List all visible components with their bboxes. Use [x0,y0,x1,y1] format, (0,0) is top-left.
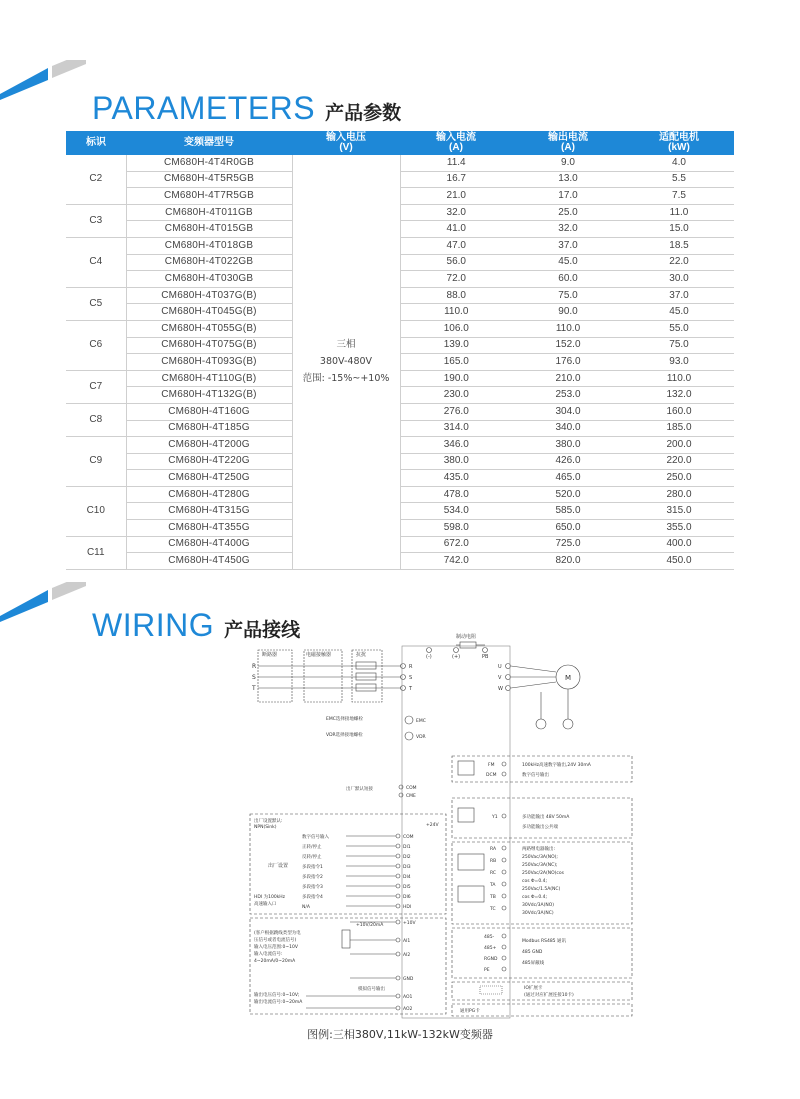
table-row [66,271,734,288]
input-current-cell: 16.7 [400,171,512,188]
model-cell: CM680H-4T450G [126,553,292,570]
terminal-dot [396,938,400,942]
table-row [66,287,734,304]
output-current-cell: 90.0 [512,304,624,321]
relay-pin: RB [490,859,497,864]
header-motor-power: 适配电机 (kW) [624,131,734,155]
header-input-current: 输入电流 (A) [400,131,512,155]
svg-text:DCM: DCM [486,773,497,778]
ai-pin: AI2 [403,953,411,958]
choke-label: 抗扰 [356,652,367,658]
output-current-cell: 37.0 [512,237,624,254]
terminal-dot [502,858,506,862]
model-cell: CM680H-4T037G(B) [126,287,292,304]
ai-pin: GND [403,977,414,982]
output-current-cell: 426.0 [512,453,624,470]
input-current-cell: 380.0 [400,453,512,470]
frame-cell: C5 [66,287,126,320]
output-current-cell: 725.0 [512,536,624,553]
motor-power-cell: 55.0 [624,320,734,337]
table-row [66,420,734,437]
input-current-cell: 47.0 [400,237,512,254]
output-current-cell: 585.0 [512,503,624,520]
model-cell: CM680H-4T093G(B) [126,354,292,371]
rs485-pin: RGND [484,957,498,962]
motor-power-cell: 355.0 [624,520,734,537]
table-row [66,171,734,188]
motor-power-cell: 45.0 [624,304,734,321]
output-current-cell: 210.0 [512,370,624,387]
relay-pin: RC [490,871,497,876]
di-pin: DI2 [403,855,411,860]
wiring-caption: 图例:三相380V,11kW-132kW变频器 [307,1028,493,1041]
relay-pin: TC [490,907,496,912]
di-label: 反转/停止 [302,855,322,860]
output-current-cell: 60.0 [512,271,624,288]
di-pin: DI6 [403,895,411,900]
model-cell: CM680H-4T400G [126,536,292,553]
input-current-cell: 72.0 [400,271,512,288]
y1-desc: 多功能输出 48V 50mA [522,815,570,820]
terminal-dot [502,882,506,886]
output-current-cell: 820.0 [512,553,624,570]
frame-cell: C4 [66,237,126,287]
terminal-dot [396,952,400,956]
output-current-cell: 253.0 [512,387,624,404]
vdr-note: VDR选择接地螺栓 [326,733,363,738]
input-current-cell: 56.0 [400,254,512,271]
ao-pin: AO2 [403,1007,413,1012]
terminal-dot [502,906,506,910]
motor-power-cell: 7.5 [624,188,734,205]
relay-desc: 两路继电器输出: [522,847,556,852]
rs485-section [452,928,632,978]
model-cell: CM680H-4T5R5GB [126,171,292,188]
dc-minus: (-) [426,654,432,660]
power-input-section [251,633,489,702]
npn-note: NPN(Sink) [254,825,277,830]
motor-power-cell: 93.0 [624,354,734,371]
motor-power-cell: 220.0 [624,453,734,470]
output-current-cell: 152.0 [512,337,624,354]
motor-power-cell: 30.0 [624,271,734,288]
motor-power-cell: 315.0 [624,503,734,520]
table-row [66,470,734,487]
model-cell: CM680H-4T015GB [126,221,292,238]
wiring-diagram [246,632,636,1024]
table-row [66,188,734,205]
di-label: N/A [302,905,310,910]
wiring-title-zh: 产品接线 [224,619,301,641]
ai-pin: +10V [403,921,416,926]
motor-power-cell: 200.0 [624,437,734,454]
input-current-cell: 88.0 [400,287,512,304]
fm-desc: 100kHz高速数字输出,24V 30mA [522,763,591,768]
rs485-desc: 485 GND [522,950,543,955]
factory-setting-note: 出厂设置 [268,863,289,869]
model-cell: CM680H-4T250G [126,470,292,487]
ao-label: 模拟信号输出 [358,987,385,992]
terminal-dot [502,934,506,938]
voltage-line: 380V-480V [319,356,373,368]
svg-text:S: S [409,675,413,681]
terminal-dot [396,920,400,924]
terminal-dot [502,967,506,971]
output-current-cell: 465.0 [512,470,624,487]
table-row [66,254,734,271]
svg-text:T: T [409,686,413,692]
terminal-dot [396,994,400,998]
output-current-cell: 9.0 [512,155,624,171]
wiring-title-en: WIRING [92,607,215,643]
output-current-cell: 176.0 [512,354,624,371]
input-current-cell: 672.0 [400,536,512,553]
terminal-dot [396,904,400,908]
analog-input-section [250,918,446,1014]
output-current-cell: 520.0 [512,486,624,503]
input-current-cell: 346.0 [400,437,512,454]
pb-terminal: PB [482,654,489,660]
input-current-cell: 190.0 [400,370,512,387]
pg-card-label: 通用PG卡 [460,1009,480,1014]
terminal-dot [502,945,506,949]
voltage-line: 三相 [336,339,356,351]
svg-text:CME: CME [406,794,416,799]
input-current-cell: 32.0 [400,204,512,221]
parameters-heading [92,90,401,127]
factory-jumper-note: 出厂默认短接 [346,787,373,792]
motor-power-cell: 5.5 [624,171,734,188]
motor-power-cell: 160.0 [624,403,734,420]
table-row [66,387,734,404]
input-phase-s: S [252,674,256,681]
ai-desc: 输入电压范围:0~10V [254,945,298,950]
output-current-cell: 13.0 [512,171,624,188]
model-cell: CM680H-4T022GB [126,254,292,271]
motor-power-cell: 75.0 [624,337,734,354]
svg-text:Y1: Y1 [492,815,498,820]
table-row [66,453,734,470]
ai-pin: AI1 [403,939,411,944]
motor-power-cell: 250.0 [624,470,734,487]
motor-power-cell: 11.0 [624,204,734,221]
model-cell: CM680H-4T045G(B) [126,304,292,321]
input-current-cell: 165.0 [400,354,512,371]
motor-power-cell: 110.0 [624,370,734,387]
frame-cell: C11 [66,536,126,569]
input-phase-t: T [252,685,256,692]
relay-desc: cos Φ=0.4; [522,895,547,900]
rs485-pin: 485+ [484,946,497,951]
relay-pin: TA [490,883,496,888]
plus24-label: +24V [426,823,439,828]
terminal-dot [396,894,400,898]
y1-output-section [452,798,632,838]
motor-power-cell: 4.0 [624,155,734,171]
relay-desc: 250Vac/2A(NO)cos [522,871,564,876]
motor-power-cell: 132.0 [624,387,734,404]
table-row [66,221,734,238]
di-pin: DI3 [403,865,411,870]
breaker-label: 断路器 [262,652,278,658]
motor-power-cell: 450.0 [624,553,734,570]
output-current-cell: 45.0 [512,254,624,271]
svg-text:EMC: EMC [416,719,426,724]
svg-text:R: R [409,664,413,670]
ground-section [326,715,426,740]
ai-desc: 4~20mA/0~20mA [254,959,296,964]
table-row [66,204,734,221]
parameters-title-zh: 产品参数 [325,102,402,124]
input-current-cell: 106.0 [400,320,512,337]
frame-cell: C8 [66,403,126,436]
rs485-pin: 485- [484,935,495,940]
input-current-cell: 21.0 [400,188,512,205]
relay-desc: cos Φ=0.4; [522,879,547,884]
terminal-dot [396,854,400,858]
terminal-dot [396,834,400,838]
model-cell: CM680H-4T280G [126,486,292,503]
frame-cell: C10 [66,486,126,536]
header-voltage: 输入电压 (V) [292,131,400,155]
di-pin: COM [403,835,414,840]
di-label: 数字信号输入 [302,835,329,840]
output-current-cell: 304.0 [512,403,624,420]
motor-power-cell: 185.0 [624,420,734,437]
expansion-card-section [452,982,632,1016]
rs485-desc: 485屏蔽线 [522,961,545,966]
table-row [66,237,734,254]
model-cell: CM680H-4T132G(B) [126,387,292,404]
model-cell: CM680H-4T160G [126,403,292,420]
output-current-cell: 650.0 [512,520,624,537]
hdi-note2: 高速输入口 [254,902,277,907]
output-current-cell: 17.0 [512,188,624,205]
table-row [66,320,734,337]
relay-desc: 30Vdc/3A(NO) [522,903,555,908]
frame-cell: C7 [66,370,126,403]
output-current-cell: 340.0 [512,420,624,437]
dc-plus: (+) [452,654,461,660]
relay-pin: RA [490,847,497,852]
di-pin: DI4 [403,875,411,880]
di-pin: HDI [403,905,412,910]
di-label: 多段指令3 [302,885,323,890]
decor-stripe-top [0,60,90,100]
input-current-cell: 230.0 [400,387,512,404]
svg-text:FM: FM [488,763,495,768]
table-body [66,155,734,569]
terminal-dot [502,870,506,874]
voltage-line: 范围: -15%~+10% [302,373,390,385]
fm-output-section [452,756,632,782]
model-cell: CM680H-4T075G(B) [126,337,292,354]
ai-range: +10V/20mA [356,923,384,928]
di-label: 多段指令1 [302,865,323,870]
svg-text:COM: COM [406,786,417,791]
input-current-cell: 478.0 [400,486,512,503]
model-cell: CM680H-4T110G(B) [126,370,292,387]
hdi-note: HDI 为100kHz [254,895,286,900]
model-cell: CM680H-4T315G [126,503,292,520]
di-label: 多段指令2 [302,875,323,880]
motor-power-cell: 15.0 [624,221,734,238]
io-card-label: IO扩展卡 [524,986,543,991]
terminal-dot [502,894,506,898]
output-phase-u: U [498,664,502,670]
di-label: 正转/停止 [302,845,322,850]
terminal-dot [396,864,400,868]
io-card-desc: (通过对应扩展连接10卡) [524,993,574,998]
input-current-cell: 314.0 [400,420,512,437]
terminal-dot [396,1006,400,1010]
header-model: 变频器型号 [126,131,292,155]
output-phase-v: V [498,675,502,681]
table-row [66,503,734,520]
output-current-cell: 75.0 [512,287,624,304]
table-row [66,354,734,371]
ao-desc: 输出电压信号:0~10V; [254,993,300,998]
input-current-cell: 435.0 [400,470,512,487]
motor-power-cell: 18.5 [624,237,734,254]
input-current-cell: 534.0 [400,503,512,520]
table-row [66,304,734,321]
model-cell: CM680H-4T355G [126,520,292,537]
motor-power-cell: 400.0 [624,536,734,553]
output-current-cell: 32.0 [512,221,624,238]
table-row [66,370,734,387]
ai-desc: (客户根据跳线类型为电 [254,931,301,936]
input-phase-r: R [252,663,257,670]
terminal-dot [502,846,506,850]
model-cell: CM680H-4T011GB [126,204,292,221]
table-row [66,486,734,503]
decor-stripe-bottom [0,582,90,622]
model-cell: CM680H-4T200G [126,437,292,454]
terminal-dot [396,976,400,980]
output-current-cell: 110.0 [512,320,624,337]
di-pin: DI1 [403,845,411,850]
ao-desc: 输出电流信号:0~20mA [254,1000,303,1005]
terminal-dot [396,844,400,848]
table-row [66,437,734,454]
model-cell: CM680H-4T7R5GB [126,188,292,205]
table-row [66,536,734,553]
ai-desc: 压信号或者电流信号) [254,938,297,943]
output-current-cell: 25.0 [512,204,624,221]
table-row [66,553,734,570]
input-current-cell: 276.0 [400,403,512,420]
relay-output-section [452,842,632,924]
terminal-dot [396,874,400,878]
brake-resistor-label: 制动电阻 [456,634,477,640]
table-row [66,520,734,537]
relay-desc: 250Vac/3A(NC); [522,863,558,868]
frame-cell: C2 [66,155,126,204]
relay-desc: 250Vac/1.5A(NC) [522,887,561,892]
ai-desc: 输入电流信号: [254,952,283,957]
output-phase-w: W [498,686,503,692]
y1-desc2: 多功能输出公共端 [522,825,558,830]
model-cell: CM680H-4T185G [126,420,292,437]
terminal-dot [396,884,400,888]
digital-input-section [250,814,446,914]
di-pin: DI5 [403,885,411,890]
table-row [66,337,734,354]
input-current-cell: 139.0 [400,337,512,354]
relay-desc: 30Vdc/3A(NC) [522,911,554,916]
table-row [66,403,734,420]
terminal-dot [502,956,506,960]
relay-desc: 250Vac/3A(NO); [522,855,558,860]
ao-pin: AO1 [403,995,413,1000]
fm-desc2: 数字信号输出 [522,773,549,778]
frame-cell: C9 [66,437,126,487]
rs485-pin: PE [484,968,490,973]
di-label: 多段指令4 [302,895,323,900]
input-current-cell: 11.4 [400,155,512,171]
contactor-label: 电磁接触器 [306,652,332,658]
model-cell: CM680H-4T030GB [126,271,292,288]
table-row [66,155,734,171]
parameters-title-en: PARAMETERS [92,90,316,126]
parameters-table [66,131,734,570]
rs485-desc: Modbus RS485 通讯 [522,939,566,944]
motor-label: M [565,674,572,682]
input-current-cell: 598.0 [400,520,512,537]
model-cell: CM680H-4T220G [126,453,292,470]
input-current-cell: 110.0 [400,304,512,321]
input-current-cell: 742.0 [400,553,512,570]
input-current-cell: 41.0 [400,221,512,238]
frame-cell: C6 [66,320,126,370]
motor-power-cell: 22.0 [624,254,734,271]
svg-text:VDR: VDR [416,735,426,740]
emc-note: EMC选择接地螺栓 [326,717,363,722]
voltage-cell [292,155,400,569]
motor-power-cell: 280.0 [624,486,734,503]
table-header-row [66,131,734,155]
relay-pin: TB [490,895,496,900]
model-cell: CM680H-4T018GB [126,237,292,254]
model-cell: CM680H-4T055G(B) [126,320,292,337]
output-current-cell: 380.0 [512,437,624,454]
header-frame: 标识 [66,131,126,155]
model-cell: CM680H-4T4R0GB [126,155,292,171]
factory-default-note: 出厂设置默认: [254,819,283,824]
com-jumper-section [346,785,417,799]
motor-power-cell: 37.0 [624,287,734,304]
frame-cell: C3 [66,204,126,237]
header-output-current: 输出电流 (A) [512,131,624,155]
